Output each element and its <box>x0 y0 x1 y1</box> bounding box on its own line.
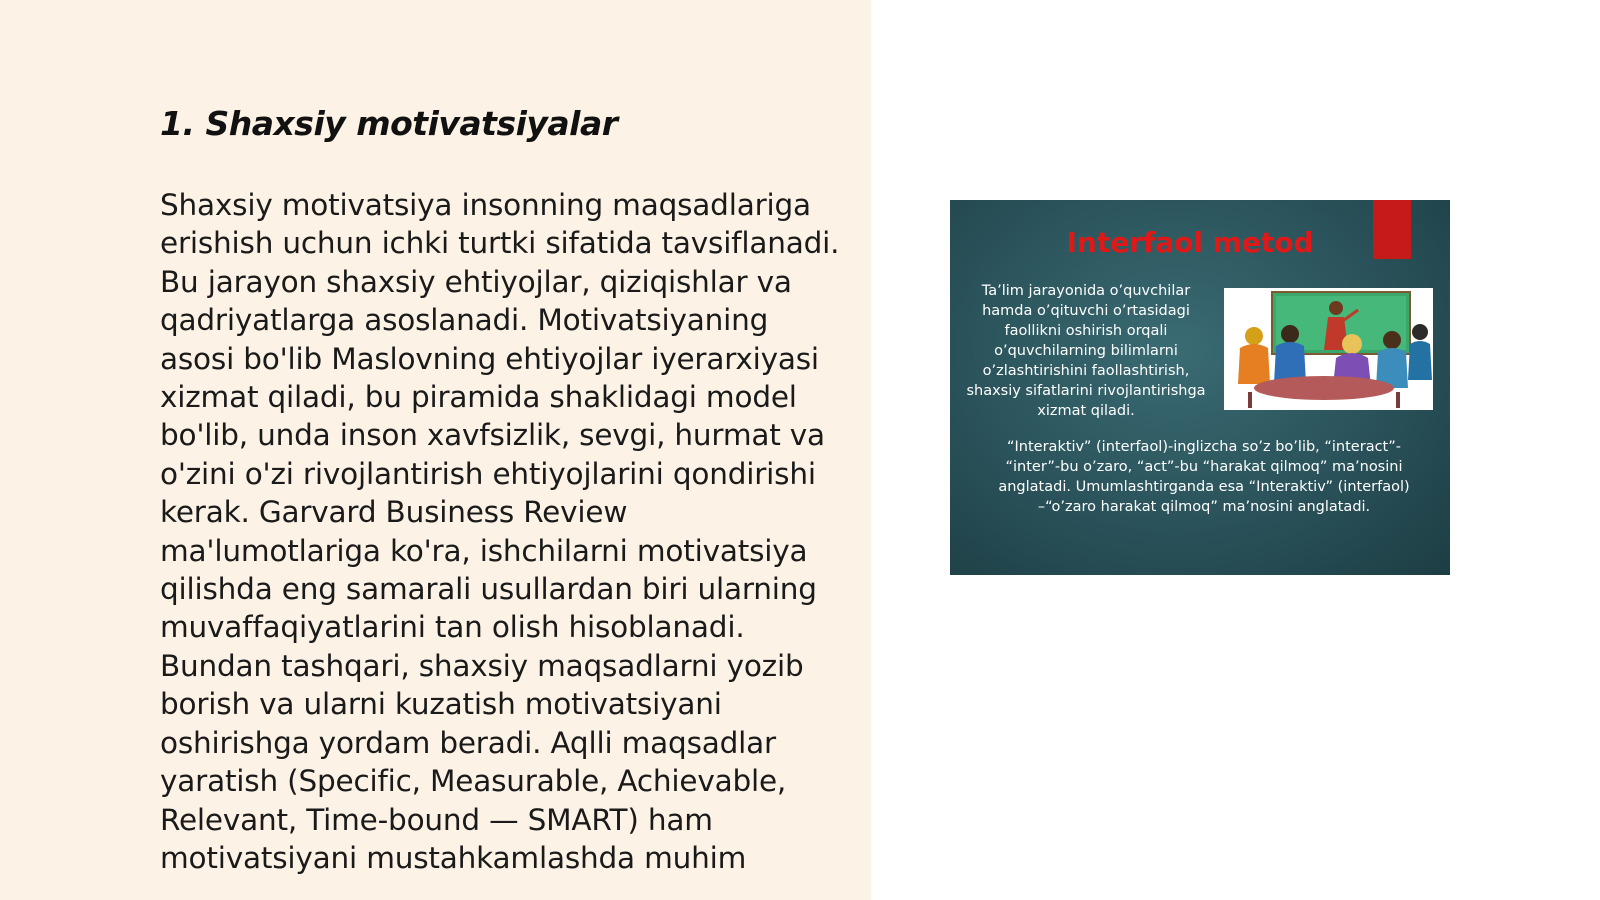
classroom-illustration-svg <box>1224 288 1433 410</box>
classroom-illustration <box>1224 288 1433 410</box>
slide-description: Ta’lim jarayonida o’quvchilar hamda o’qituvchi o’rtasidagi faollikni oshirish orqali o’quvchilarning bilimlarni o’zlashtirishini faollashtirish, shaxsiy sifatlarini rivojlantirishga xizmat qiladi. <box>966 283 1206 419</box>
body-paragraph: Shaxsiy motivatsiya insonning maqsadlariga erishish uchun ichki turtki sifatida tavsiflanadi. Bu jarayon shaxsiy ehtiyojlar, qiziqishlar va qadriyatlarga asoslanadi. Motivatsiyaning asosi bo'lib Maslovning ehtiyojlar iyerarxiyasi xizmat qiladi, bu piramida shaklidagi model bo'lib, unda inson xavfsizlik, sevgi, hurmat va o'zini o'zi rivojlantirish ehtiyojlarini qondirishi kerak. Garvard Business Review ma'lumotlariga ko'ra, ishchilarni motivatsiya qilishda eng samarali usullardan biri ularning muvaffaqiyatlarini tan olish hisoblanadi. Bundan tashqari, shaxsiy maqsadlarni yozib borish va ularni kuzatish motivatsiyani oshirishga yordam beradi. Aqlli maqsadlar yaratish (Specific, Measurable, Achievable, Relevant, Time-bound — SMART) ham motivatsiyani mustahkamlashda muhim <box>160 188 840 875</box>
slide-definition: “Interaktiv” (interfaol)-inglizcha so’z bo’lib, “interact”- “inter”-bu o’zaro, “act”-bu “harakat qilmoq” ma’nosini anglatadi. Umumlashtirganda esa “Interaktiv” (interfaol) –“o’zaro harakat qilmoq” ma’nosini anglatadi. <box>998 439 1410 515</box>
slide-image <box>950 200 1450 575</box>
slide-title: Interfaol metod <box>1066 226 1314 259</box>
section-heading: 1. Shaxsiy motivatsiyalar <box>160 104 618 143</box>
